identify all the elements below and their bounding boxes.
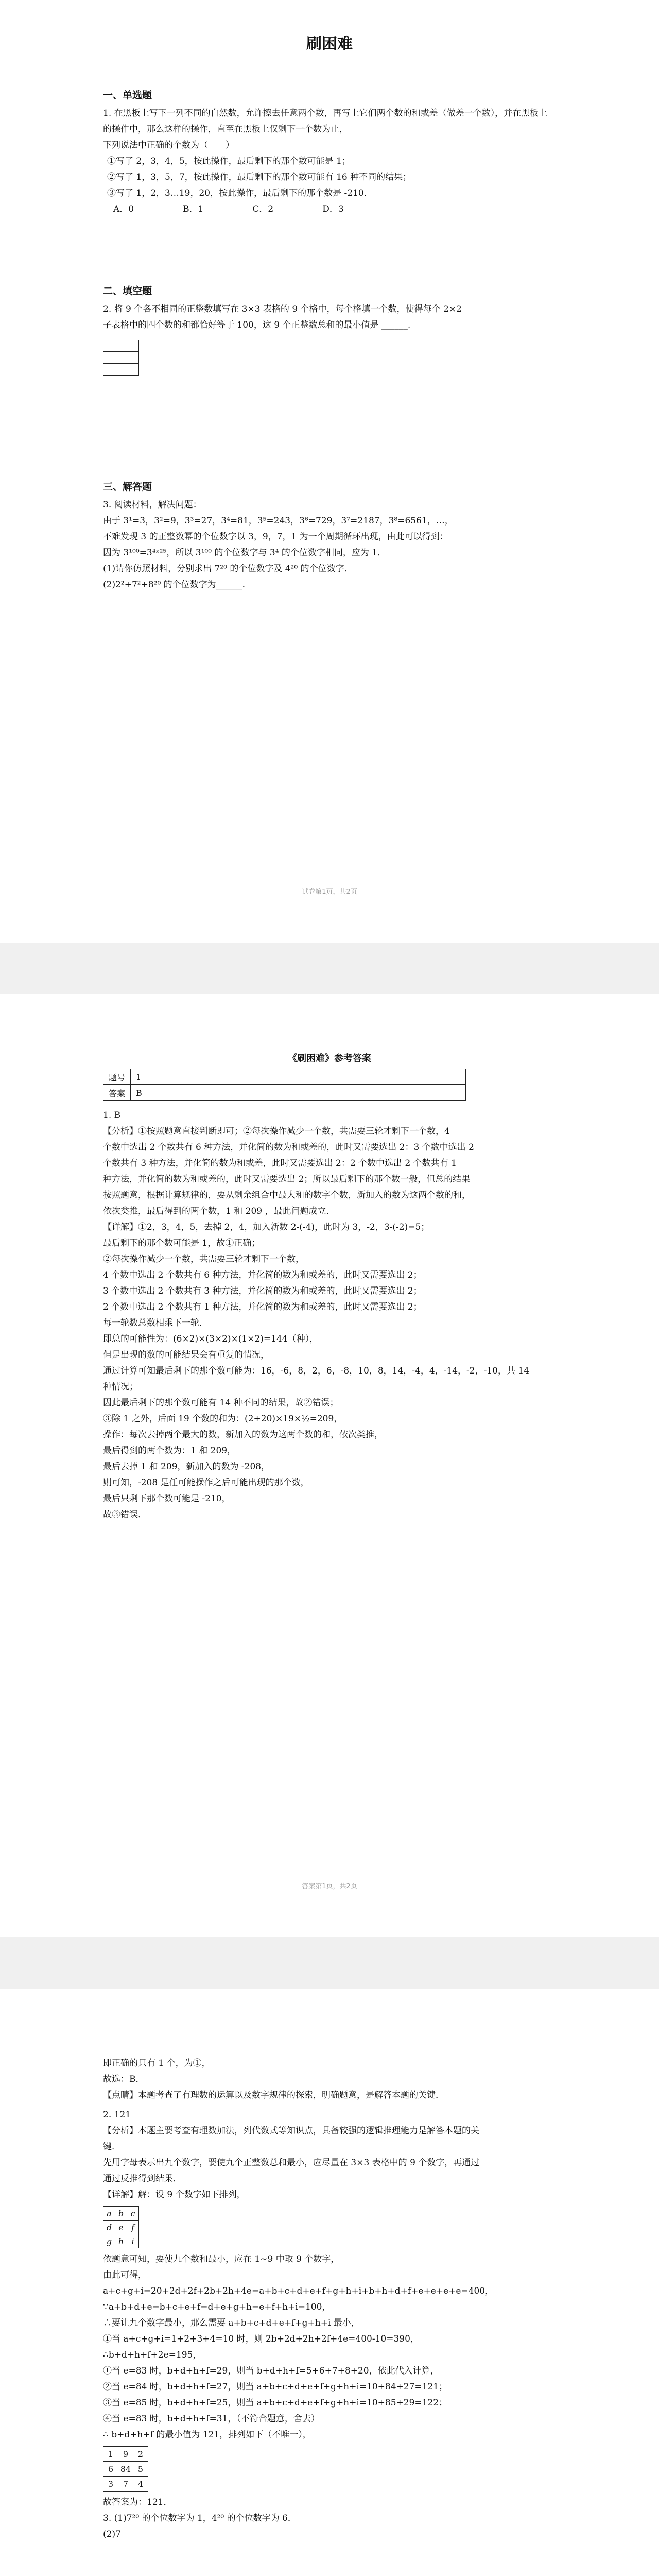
sol2c-line: 3. (1)7²⁰ 的个位数字为 1，4²⁰ 的个位数字为 6． [103,2513,297,2523]
sol2b-line: ∴ b+d+h+f 的最小值为 121，排列如下（不唯一）， [103,2430,311,2440]
sol1-detail-line: 最后只剩下那个数可能是 -210， [103,1494,231,1504]
q1-line-3: ①写了 2，3，4，5，按此操作，最后剩下的那个数可能是 1； [107,156,351,166]
sol2b-line: ①当 e=83 时，b+d+h+f=29，则当 b+d+h+f=5+6+7+8+20，依此代入计算， [103,2366,439,2376]
table-row [103,2207,139,2221]
q3-line-6: (2)2²+7²+8²⁰ 的个位数字为______. [103,580,246,590]
sol2-line: 【分析】本题主要考查有理数加法，列代数式等知识点，具备较强的逻辑推理能力是解答本题的关 [103,2126,479,2136]
q1-option-b: B．1 [183,204,204,214]
section-heading-2: 二、填空题 [103,285,152,297]
sol1-detail-line: 最后得到的两个数为：1 和 209， [103,1446,236,1456]
sol1-detail-line: ③除 1 之外，后面 19 个数的和为：(2+20)×19×½=209， [103,1414,343,1424]
sol1-line: 个数中选出 2 个数共有 6 种方法，并化简的数为和或差的，此时又需要选出 2：3 个数中选出 2 [103,1142,474,1153]
table-cell: 2 [133,2447,148,2462]
sol1-detail-line: 2 个数中选出 2 个数共有 1 种方法，并化简的数为和或差的，此时又需要选出 2； [103,1302,422,1312]
table-cell: 题号 [103,1069,131,1085]
sol2b-line: ①当 a+c+g+i=1+2+3+4=10 时，则 2b+2d+2h+2f+4e=400-10=390， [103,2334,419,2344]
table-cell: i [127,2234,139,2248]
table-row [103,2234,139,2248]
sol1-line: 按照题意，根据计算规律的，要从剩余组合中最大和的数字个数，新加入的数为这两个数的和， [103,1190,471,1200]
question-2 [103,301,556,376]
sol1-detail-line: 因此最后剩下的那个数可能有 14 种不同的结果，故②错误； [103,1398,339,1408]
sol2b-line: ∴b+d+h+f+2e=195， [103,2350,202,2360]
table-cell: g [103,2234,115,2248]
solution-1 [103,1108,556,1523]
sol2b-line: ∵a+b+d+e=b+c+e+f=d+e+g+h=e+f+h+i=100， [103,2302,331,2312]
sol1-detail-line: 最后剩下的那个数可能是 1，故①正确； [103,1238,261,1248]
page-footer-1: 试卷第1页，共2页 [302,888,357,896]
table-cell: 3 [103,2477,118,2492]
table-row [103,2447,148,2462]
q1-option-a: A．0 [113,204,134,214]
table-row [103,1069,466,1085]
sol2-line: 【详解】解：设 9 个数字如下排列， [103,2190,246,2200]
table-cell: 6 [103,2462,118,2477]
sol1-detail-line: 即总的可能性为：(6×2)×(3×2)×(1×2)=144（种）， [103,1334,319,1344]
table-cell: b [115,2207,127,2221]
sol2b-line: 依题意可知，要使九个数和最小，应在 1~9 中取 9 个数字， [103,2254,340,2264]
sol2c-line: 故答案为：121． [103,2497,172,2507]
question-3 [103,497,556,593]
q3-line-2: 由于 3¹=3，3²=9，3³=27，3⁴=81，3⁵=243，3⁶=729，3⁷=2187，3⁸=6561，…， [103,516,454,526]
sol1-end-line: 故选：B． [103,2074,145,2084]
table-cell: 4 [133,2477,148,2492]
sol1-detail-line: 操作：每次去掉两个最大的数，新加入的数为这两个数的和，依次类推， [103,1430,383,1440]
table-cell: B [131,1085,466,1101]
sol1-line: 【分析】①按照题意直接判断即可；②每次操作减少一个数，共需要三轮才剩下一个数，4 [103,1126,450,1137]
sol1-detail-line: 每一轮数总数相乘下一轮． [103,1318,208,1328]
section-single-choice [103,88,556,101]
sol1-line: 1. B [103,1110,121,1121]
table-cell: 答案 [103,1085,131,1101]
table-row [103,2477,148,2492]
page-footer-2: 答案第1页，共2页 [302,1883,357,1890]
sol1-end-line: 【点睛】本题考查了有理数的运算以及数字规律的探索，明确题意，是解答本题的关键． [103,2090,444,2100]
answer-key [103,1051,556,1101]
variable-grid [103,2206,139,2248]
q2-line-1: 2. 将 9 个各不相同的正整数填写在 3×3 表格的 9 个格中，每个格填一个数，使得每个 2×2 [103,304,462,314]
question-1 [103,106,556,217]
sol2b-line: ②当 e=84 时，b+d+h+f=27，则当 a+b+c+d+e+f+g+h+i=10+84+27=121； [103,2382,448,2392]
sol1-line: 种方法，并化简的数为和或差的，此时又需要选出 2；所以最后剩下的那个数一般，但总的结果 [103,1174,471,1184]
sol1-detail-line: ②每次操作减少一个数，共需要三轮才剩下一个数， [103,1254,304,1264]
table-row [103,1085,466,1101]
sol1-line: 依次类推，最后得到的两个数，1 和 209 ，最此问题成立． [103,1206,335,1216]
table-cell: 1 [131,1069,466,1085]
sol1-detail-line: 种情况； [103,1382,138,1392]
q1-options [103,201,556,217]
sol2-line: 键． [103,2142,120,2152]
sol1-detail-line: 通过计算可知最后剩下的那个数可能为：16，-6，8，2，6，-8，10，8，14，-4，4，-14，-2，-10，共 14 [103,1366,530,1376]
sol1-detail-line: 【详解】①2，3，4，5，去掉 2，4，加入新数 2-(-4)，此时为 3，-2，3-(-2)=5； [103,1222,430,1232]
solution-grid [103,2446,148,2492]
table-cell: e [115,2221,127,2234]
sol2b-line: ∴要让九个数字最小，那么需要 a+b+c+d+e+f+g+h+i 最小， [103,2318,360,2328]
sol1-detail-line: 但是出现的数的可能结果会有重复的情况， [103,1350,269,1360]
q3-line-4: 因为 3¹⁰⁰=3⁴ˣ²⁵，所以 3¹⁰⁰ 的个位数字与 3⁴ 的个位数字相同，应为 1． [103,548,387,558]
page-separator [0,943,659,994]
sol2b-line: 由此可得， [103,2270,147,2280]
sol1-detail-line: 3 个数中选出 2 个数共有 3 种方法，并化简的数为和或差的，此时又需要选出 2； [103,1286,422,1296]
sol2-line: 通过反推得到结果． [103,2174,182,2184]
sol1-detail-line: 4 个数中选出 2 个数共有 6 种方法，并化简的数为和或差的，此时又需要选出 2； [103,1270,422,1280]
table-cell: 84 [118,2462,133,2477]
q1-line-4: ②写了 1，3，5，7，按此操作，最后剩下的那个数可能有 16 种不同的结果； [107,172,412,182]
q2-3x3-grid [103,340,139,376]
section-answer [103,479,556,493]
sol1-line: 个数共有 3 种方法，并化简的数为和或差，此时又需要选出 2：2 个数中选出 2 个数共有 1 [103,1158,457,1168]
table-cell: 7 [118,2477,133,2492]
sol2c-line: (2)7 [103,2529,121,2539]
q1-line-2: 下列说法中正确的个数为（ ） [103,140,234,150]
sol1-detail-line: 故③错误． [103,1510,147,1520]
table-cell: f [127,2221,139,2234]
sol1-detail-line: 最后去掉 1 和 209，新加入的数为 -208， [103,1462,270,1472]
q1-line-5: ③写了 1，2，3…19，20，按此操作，最后剩下的那个数是 -210． [107,188,373,198]
table-cell: 9 [118,2447,133,2462]
table-cell: c [127,2207,139,2221]
q3-line-1: 3. 阅读材料，解决问题： [103,500,202,510]
doc-title: 刷困难 [306,35,353,53]
sol2-line: 先用字母表示出九个数字，要使九个正整数总和最小，应尽量在 3×3 表格中的 9 个数字，再通过 [103,2158,480,2168]
answer-key-title: 《刷困难》参考答案 [288,1053,371,1064]
table-row [103,2462,148,2477]
sol2b-line: a+c+g+i=20+2d+2f+2b+2h+4e=a+b+c+d+e+f+g+h+i+b+h+d+f+e+e+e+e=400， [103,2286,494,2296]
table-cell: h [115,2234,127,2248]
sol1-detail-line: 则可知，-208 是任可能操作之后可能出现的那个数， [103,1478,309,1488]
sol2b-line: ④当 e=83 时，b+d+h+f=31，（不符合题意，舍去） [103,2414,320,2424]
sol2-line: 2. 121 [103,2110,131,2120]
answer-key-table [103,1069,466,1101]
table-row [103,2221,139,2234]
table-cell: d [103,2221,115,2234]
page-separator [0,1937,659,1989]
q1-line-1: 1. 在黑板上写下一列不同的自然数，允许擦去任意两个数，再写上它们两个数的和或差（做差一个数），并在黑板上的操作中，那么这样的操作，直至在黑板上仅剩下一个数为止， [103,108,548,134]
q2-line-2: 子表格中的四个数的和都恰好等于 100，这 9 个正整数总和的最小值是 ______. [103,320,411,330]
table-cell: 1 [103,2447,118,2462]
q1-option-c: C．2 [252,204,274,214]
section-heading-1: 一、单选题 [103,90,152,101]
table-cell: a [103,2207,115,2221]
q3-line-3: 不难发现 3 的正整数幂的个位数字以 3，9，7，1 为一个周期循环出现，由此可以得到： [103,532,448,542]
sol2b-line: ③当 e=85 时，b+d+h+f=25，则当 a+b+c+d+e+f+g+h+i=10+85+29=122； [103,2398,448,2408]
table-cell: 5 [133,2462,148,2477]
solution-2 [103,2107,556,2543]
section-heading-3: 三、解答题 [103,481,152,493]
q1-option-d: D．3 [322,204,344,214]
q3-line-5: (1)请你仿照材料，分别求出 7²⁰ 的个位数字及 4²⁰ 的个位数字． [103,564,353,574]
section-fill-blank [103,283,556,297]
solution-1-end [103,2056,556,2104]
sol1-end-line: 即正确的只有 1 个，为①， [103,2058,211,2069]
